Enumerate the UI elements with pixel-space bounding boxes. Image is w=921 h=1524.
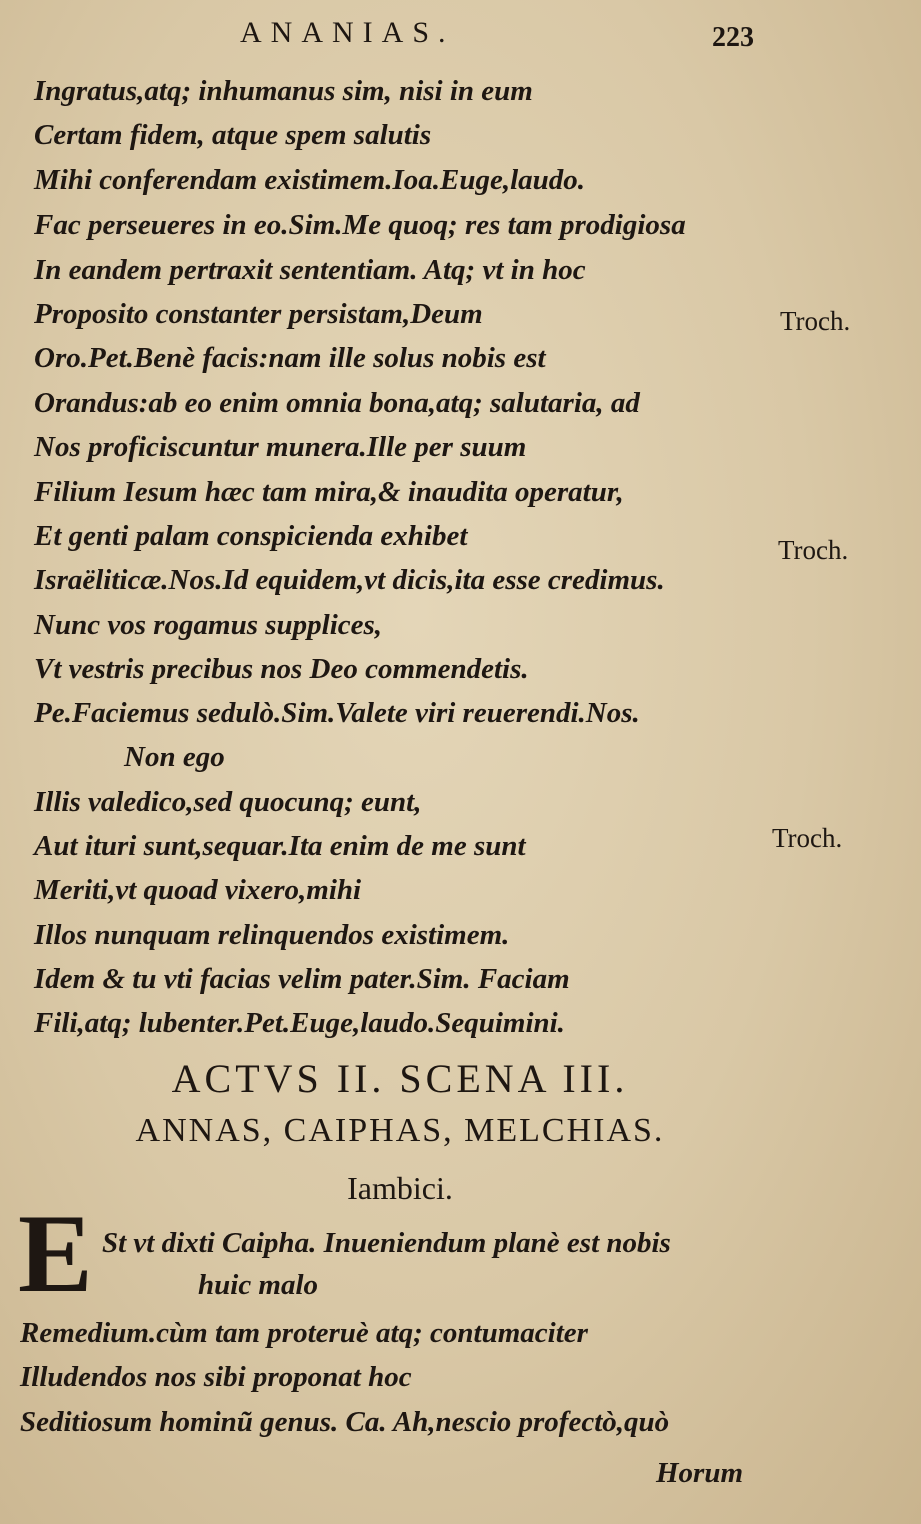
margin-note: Troch. bbox=[778, 535, 849, 565]
text-line: Illudendos nos sibi proponat hoc bbox=[20, 1361, 412, 1393]
text-line: Filium Iesum hæc tam mira,& inaudita operatur, bbox=[34, 476, 624, 508]
page-number: 223 bbox=[712, 22, 754, 53]
text-line: Non ego bbox=[124, 741, 225, 773]
text-line: Oro.Pet.Benè facis:nam ille solus nobis est bbox=[34, 342, 546, 374]
text-line: Orandus:ab eo enim omnia bona,atq; salutaria, ad bbox=[34, 387, 640, 419]
text-line: Certam fidem, atque spem salutis bbox=[34, 119, 432, 151]
text-line: In eandem pertraxit sententiam. Atq; vt in hoc bbox=[34, 254, 586, 286]
text-line: Seditiosum hominũ genus. Ca. Ah,nescio profectò,quò bbox=[20, 1406, 670, 1438]
text-line: Aut ituri sunt,sequar.Ita enim de me sunt bbox=[34, 830, 526, 862]
act-scene-heading: ACTVS II. SCENA III. bbox=[171, 1056, 629, 1101]
text-line: Illis valedico,sed quocunq; eunt, bbox=[34, 786, 422, 818]
text-line: Fili,atq; lubenter.Pet.Euge,laudo.Sequimini. bbox=[34, 1007, 565, 1039]
text-line: Fac perseueres in eo.Sim.Me quoq; res tam prodigiosa bbox=[34, 209, 686, 241]
text-line: Ingratus,atq; inhumanus sim, nisi in eum bbox=[34, 75, 533, 107]
margin-note: Troch. bbox=[772, 823, 843, 853]
text-line: huic malo bbox=[198, 1269, 319, 1301]
running-head: ANANIAS. bbox=[240, 16, 455, 49]
meter-label: Iambici. bbox=[347, 1170, 453, 1206]
text-line: Nunc vos rogamus supplices, bbox=[34, 609, 383, 641]
text-line: Nos proficiscuntur munera.Ille per suum bbox=[34, 431, 527, 463]
text-line: Proposito constanter persistam,Deum bbox=[34, 298, 483, 330]
text-line: Pe.Faciemus sedulò.Sim.Valete viri reuerendi.Nos. bbox=[34, 697, 640, 729]
catchword: Horum bbox=[656, 1457, 744, 1489]
text-line: St vt dixti Caipha. Inueniendum planè est nobis bbox=[102, 1227, 671, 1259]
margin-note: Troch. bbox=[780, 306, 851, 336]
text-line: Israëliticæ.Nos.Id equidem,vt dicis,ita esse credimus. bbox=[34, 564, 665, 596]
text-line: Et genti palam conspicienda exhibet bbox=[34, 520, 468, 552]
text-line: Illos nunquam relinquendos existimem. bbox=[34, 919, 510, 951]
drop-cap: E bbox=[18, 1192, 93, 1316]
text-line: Idem & tu vti facias velim pater.Sim. Faciam bbox=[34, 963, 570, 995]
text-line: Vt vestris precibus nos Deo commendetis. bbox=[34, 653, 529, 685]
dramatis-personae: ANNAS, CAIPHAS, MELCHIAS. bbox=[135, 1112, 665, 1149]
text-line: Mihi conferendam existimem.Ioa.Euge,laudo. bbox=[34, 164, 586, 196]
text-line: Meriti,vt quoad vixero,mihi bbox=[34, 874, 362, 906]
text-line: Remedium.cùm tam proteruè atq; contumaciter bbox=[20, 1317, 588, 1349]
